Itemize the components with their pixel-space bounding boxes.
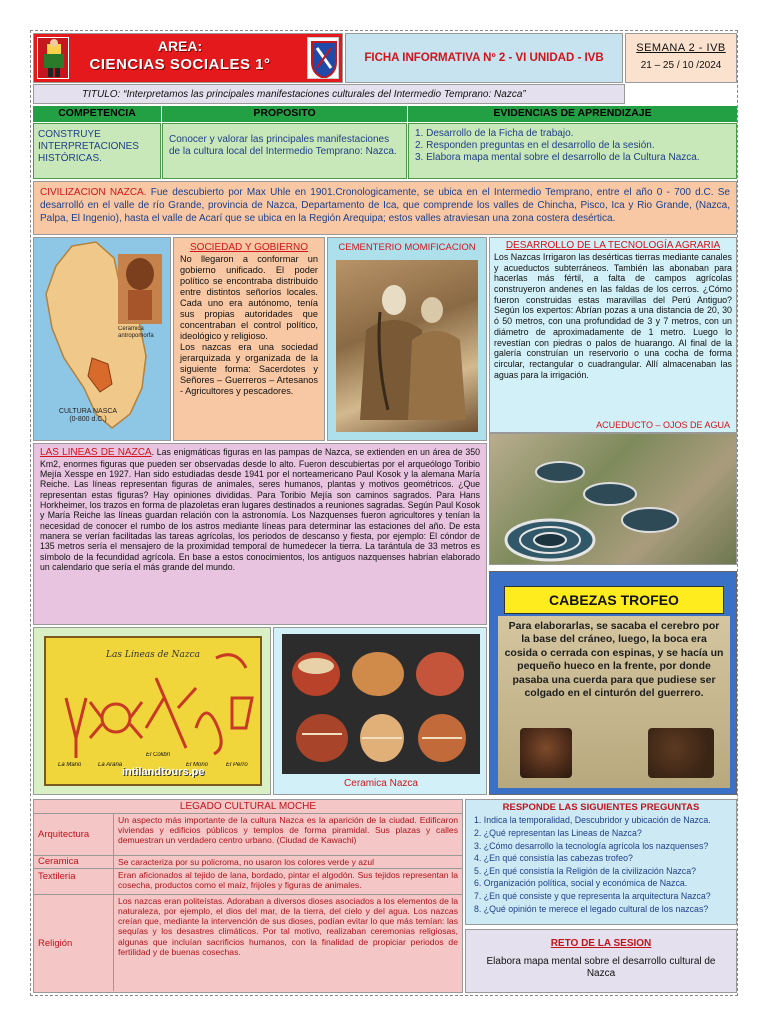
sociedad-text-2: Los nazcas era una sociedad jerarquizada y organizada de la siguiente forma: Sacerdotes y Señores – Guerreros – Artesanos - Agricultores y pescadores. [180,342,318,397]
map-label-cultura [48,408,128,424]
pregunta-5: 5. ¿En qué consistía la Religión de la civilización Nazca? [474,865,696,876]
school-shield-icon [307,37,339,79]
semana-date: 21 – 25 / 10 /2024 [640,60,722,71]
col-header-proposito: PROPOSITO [162,106,407,122]
session-title-text: TITULO: “Interpretamos las principales manifestaciones culturales del Intermedio Temprano: Nazca” [82,89,526,100]
acueducto-caption: ACUEDUCTO – OJOS DE AGUA [596,420,730,430]
map-label-cultura-text: CULTURA NASCA [58,408,118,415]
pregunta-7: 7. ¿En qué consiste y que representa la arquitectura Nazca? [474,890,711,901]
ceramica-panel [273,627,487,795]
session-title [33,84,625,104]
col-header-competencia: COMPETENCIA [33,106,161,122]
lineas-label-mono: El Mono [186,762,209,768]
trophy-head-photo-1 [520,728,572,778]
cabezas-section [489,571,737,795]
peru-map-panel [33,237,171,441]
intro-section [33,181,737,235]
lineas-image-panel [33,627,271,795]
tecnologia-text: Los Nazcas Irrigaron las desérticas tierras mediante canales y acueductos subterráneos. También las abonaban para hacerlas más fértil, a falta de campos agrícolas construyeron andenes en las faldas de los cerros. ¿Cómo fueron construidas estas maravillas del Perú Antiguo? Según los expertos: Abrían pozas a una distancia de 20, 30 ó 50 metros, con una profundidad de 3 y 7 metros, con un diámetro de aproximadamente de 1 metro. Luego lo revestían con piedras o palos de huarango. Al final de la galería construían un reservorio o una cocha de forma circular, rectangular o cuadrangular. Allí almacenaban las aguas para la irrigación. [494,252,732,380]
cabezas-title: CABEZAS TROFEO [549,592,679,608]
col-header-evidencias: EVIDENCIAS DE APRENDIZAJE [408,106,737,122]
evidencias-cell [408,123,737,179]
pregunta-1: 1. Indica la temporalidad, Descubridor y ubicación de Nazca. [474,815,711,826]
legado-label-ceramica: Ceramica [34,856,114,868]
lineas-title: LAS LINEAS DE NAZCA [40,447,152,458]
legado-label-arquitectura: Arquitectura [34,814,114,855]
cementerio-section [327,237,487,441]
tecnologia-section [489,237,737,433]
pregunta-4: 4. ¿En qué consistía las cabezas trofeo? [474,853,633,864]
watermark-text: intilandtours.pe [122,766,205,778]
sociedad-text-1: No llegaron a conformar un gobierno unificado. El poder político se encontraba distribuido entre distintos señoríos locales. Cada uno era autónomo, tenía sus propias autoridades que concentraban el control político, ideológico y religioso. [180,254,318,342]
proposito-cell [162,123,407,179]
reto-section [465,929,737,993]
mummy-photo [336,260,478,432]
acueducto-photo [489,433,737,565]
map-label-years: (0-800 d.C.) [69,416,107,423]
legado-label-textileria: Textileria [34,869,114,894]
cabezas-title-box [504,586,724,614]
proposito-text: Conocer y valorar las principales manifestaciones de la cultura local del Intermedio Temprano: Nazca. [169,134,397,157]
evidencia-3: 3. Elabora mapa mental sobre el desarrollo de la Cultura Nazca. [415,152,700,163]
lineas-label-arana: La Araña [98,762,123,768]
reto-title: RETO DE LA SESION [550,938,652,949]
lineas-section [33,443,487,625]
evidencia-2: 2. Responden preguntas en el desarrollo de la sesión. [415,140,655,151]
legado-row-textileria [34,869,462,895]
lineas-text: . Las enigmáticas figuras en las pampas de Nazca, se extienden en un área de 350 Km2, enormes figuras que pueden ser observadas desde lo alto. Fueron descubiertas por el arqueólogo Toribio Mejía Xesspe en 1927. Han sido estudiadas desde 1941 por el norteamericano Paul Kosok y la alemana María Reiche. Las líneas representan figuras de animales, seres humanos, plantas y motivos geométricos. ¿Que representan estas figuras? Hay opiniones divididas. Para Toribio Mejía son caminos sagrados. Para Hans Horkheimer, los trazos en forma de plazoletas eran lugares destinados a reuniones sagradas. Según Paul Kosok y María Reiche las líneas guardan relación con la astronomía. Los Nazquenses fueron agricultores y tenían la necesidad de conocer el rumbo de los astros mediante líneas para determinar las estaciones del año. De esta manera se verían facilitadas las tareas agrícolas, los periodos de descanso y fiesta, por ejemplo: El cóndor de 135 metros sería el mensajero de la proximidad temporal de humedecer la tierra. La tarántula de 33 metros es símbolo de la fecundidad agrícola. En base a estos conocimientos, los antiguos nazquenses habrían elaborado un calendario que sería el más grande del mundo. [40,447,481,572]
semana-box [625,33,737,83]
competencia-cell [33,123,161,179]
pregunta-2: 2. ¿Qué representan las Lineas de Nazca? [474,827,642,838]
competencia-text: CONSTRUYE INTERPRETACIONES HISTÓRICAS. [38,129,139,164]
preguntas-section [465,799,737,925]
legado-title: LEGADO CULTURAL MOCHE [34,800,462,814]
lineas-label-colibri: El Colibrí [146,752,171,758]
legado-section [33,799,463,993]
legado-text-ceramica: Se caracteriza por su policroma, no usaron los colores verde y azul [118,857,375,867]
area-line1: AREA: [157,38,203,54]
legado-text-religion: Los nazcas eran politeístas. Adoraban a diversos dioses asociados a los elementos de la naturaleza, por ejemplo, el dios del mar, de la tierra, del cielo y del agua. Los nazcas creían que, mediante la intervención de sus dioses, podían evitar lo que más temían: las sequías y los desastres climáticos. Por tal motivo, realizaban ceremonias religiosas, algunas que incluían sacrificios humanos, con la finalidad de propiciar periodos de fertilidad y de buenas cosechas. [118,896,458,957]
intro-title: CIVILIZACION NAZCA. [40,187,147,198]
lineas-drawing-title: Las Líneas de Nazca [106,650,200,660]
pregunta-8: 8. ¿Qué opinión te merece el legado cultural de los nazcas? [474,903,709,914]
worksheet-page [30,30,738,996]
cabezas-text: Para elaborarlas, se sacaba el cerebro por la base del cráneo, luego, la boca era cosida o cerrada con espinas, y se hacía un pequeño hueco en la frente, por donde pasaba una cuerda para que pudiese ser colgado en el cinturón del guerrero. [504,620,724,700]
ceramica-caption: Ceramica Nazca [344,778,418,789]
ficha-title: FICHA INFORMATIVA Nº 2 - VI UNIDAD - IVB [364,52,604,64]
legado-label-religion: Religión [34,895,114,991]
intro-text: Fue descubierto por Max Uhle en 1901.Cronologicamente, se ubica en el Intermedio Temprano, entre el año 0 - 700 d.C. Se desarrolló en el valle de río Grande, provincia de Nazca, Departamento de Ica, que comprende los valles de Chincha, Pisco, Ica y Rio Grande, (Nazca, Palpa, El Ingenio), hasta el valle de Acarí que se ubica en la Región Arequipa; estos valles atraviesan una zona costera desértica. [40,187,730,225]
evidencia-1: 1. Desarrollo de la Ficha de trabajo. [415,128,574,139]
pregunta-6: 6. Organización política, social y económica de Nazca. [474,878,688,889]
legado-text-arquitectura: Un aspecto más importante de la cultura Nazca es la aparición de la ciudad. Edificaron viviendas y edificios públicos y templos de forma piramidal. Sus plazas y calles demuestran un verdadero centro urbano. (Ciudad de Kawachi) [118,815,458,846]
pregunta-3: 3. ¿Cómo desarrollo la tecnología agrícola los nazquenses? [474,840,709,851]
area-line2: CIENCIAS SOCIALES 1° [89,56,271,73]
school-logo-left [37,37,69,79]
ceramica-photo [282,634,480,774]
reto-text: Elabora mapa mental sobre el desarrollo cultural de Nazca [486,956,716,979]
map-label-ceramica: Cerámica antropomorfa [118,326,154,339]
preguntas-title: RESPONDE LAS SIGUIENTES PREGUNTAS [502,802,700,813]
legado-row-religion [34,895,462,991]
tecnologia-title: DESARROLLO DE LA TECNOLOGÍA AGRARIA [505,240,721,251]
ficha-title-box [345,33,623,83]
cabezas-content [498,616,730,788]
trophy-head-photo-2 [648,728,714,778]
area-title [75,37,285,79]
sociedad-title: SOCIEDAD Y GOBIERNO [190,242,308,253]
sociedad-section [173,237,325,441]
lineas-drawing [44,636,262,786]
legado-text-textileria: Eran aficionados al tejido de lana, bordado, pintar el algodón. Sus tejidos representan la cosecha, productos como el maíz, frijoles y figuras de animales. [118,870,458,891]
lineas-label-perro: El Perro [226,762,248,768]
legado-row-arquitectura [34,814,462,856]
legado-row-ceramica [34,856,462,869]
cementerio-title: CEMENTERIO MOMIFICACION [338,242,476,253]
semana-label: SEMANA 2 - IVB [636,42,726,54]
lineas-label-mano: La Mano [58,762,82,768]
